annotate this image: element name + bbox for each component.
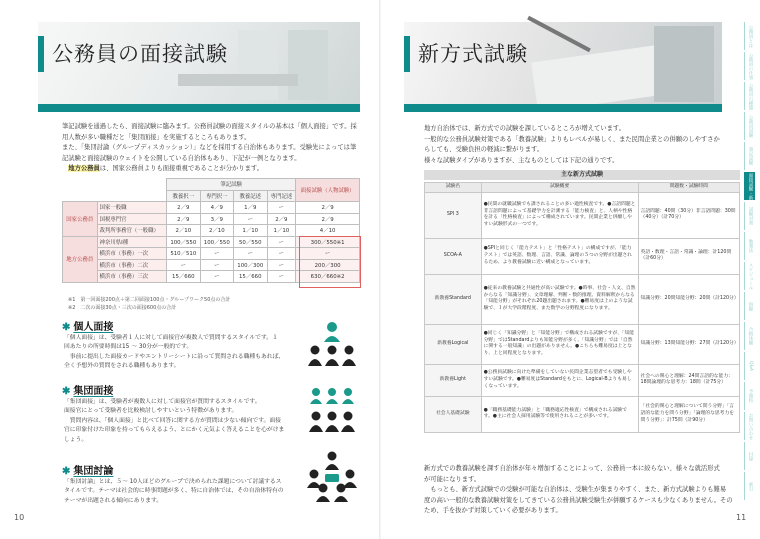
cell: ー bbox=[267, 248, 296, 260]
cell: 50／550 bbox=[234, 236, 267, 248]
side-tab[interactable]: 勉強法 bbox=[744, 232, 755, 260]
cell: 3／9 bbox=[200, 213, 233, 225]
text-line: 度の高い一般的な教養試験対策をしてきている公務員試験受験生が併願するケースも少なくありません。その bbox=[424, 496, 733, 504]
office-table-decor bbox=[178, 74, 298, 86]
exam-note: 知識分野：20問知能分野：20問（計120分） bbox=[638, 274, 739, 324]
text-line: 質問内容は、「個人面接」と比べて回答に関する方が質問は少ない傾向です。面接 bbox=[64, 417, 281, 424]
text-line: 面接官にとって受験者を比較検討しやすいという特徴があります。 bbox=[64, 408, 238, 415]
cell: 100／300 bbox=[234, 259, 267, 271]
col-header: 専門記述 bbox=[267, 190, 296, 202]
exam-note: 言語問題：40問（30分）非言語問題：30問（40分）（計70分） bbox=[638, 192, 739, 238]
section-text-group bbox=[64, 398, 302, 445]
interview-header: 面接試験（人物試験） bbox=[296, 179, 360, 202]
cell: ー bbox=[200, 271, 233, 283]
side-tab[interactable]: 公務員の仕事 bbox=[744, 52, 755, 80]
asterisk-icon: ✱ bbox=[62, 466, 71, 477]
text-line: ため、手を抜かず対策していく必要があります。 bbox=[424, 507, 562, 514]
right-header bbox=[404, 22, 722, 112]
section-title-discussion: ✱ 集団討論 bbox=[62, 466, 114, 477]
page-number-right: 11 bbox=[736, 513, 747, 522]
cell: 1／9 bbox=[234, 202, 267, 214]
table-notes bbox=[68, 296, 230, 312]
intro-line: らしても、受験負担の軽減に繋がります。 bbox=[424, 146, 544, 153]
cell: 2／9 bbox=[296, 213, 360, 225]
shirt-decor bbox=[654, 26, 714, 102]
right-outro bbox=[424, 464, 740, 517]
side-tab[interactable]: 公務員とは bbox=[744, 22, 755, 50]
text-line: もっとも、新方式試験での受験が可能な自治体は、受験生が集まりやすく、また、新方式試験よりも難易 bbox=[424, 486, 727, 493]
note-line: ※1 第一回面接200点＋第二回面接100点・グループワーク50点の合計 bbox=[68, 297, 231, 303]
exam-desc: ●公務員試験に向けた準備をしていない民間企業志望者でも受験しやすい試験です。●難易度はStandardをもとに、Logical-Bよりも易しくなっています。 bbox=[481, 364, 638, 396]
exam-desc: ●同じく「知識分野」と「知能分野」で構成される試験ですが、「知能分野」ではStandardよりも知能分野が多く、「知識分野」では「自然に関する一般知識」の出題がありません。●こちらも難易度は上となり、上と同程度となります。 bbox=[481, 324, 638, 364]
side-tab[interactable]: スケジュール bbox=[744, 262, 755, 290]
cell: 15／660 bbox=[234, 271, 267, 283]
intro-line bbox=[62, 164, 362, 175]
col-header: 試験概要 bbox=[481, 183, 638, 193]
text-line: 「集団討論」とは、５〜 10人ほどのグループで決められた課題について討議するス bbox=[64, 479, 282, 485]
exam-desc: ●民間の就職試験でも課されることの多い適性検査です。●言語問題と非言語問題によって基礎学力を計測する「能力検査」と、人柄や性格を計る「性格検査」によって構成されています。民間企業と併願しやすい試験形式の一つです。 bbox=[481, 192, 638, 238]
cell: 4／10 bbox=[296, 225, 360, 237]
cell: 2／9 bbox=[267, 213, 296, 225]
exam-note: 社会への関心と理解：24問言語的な能力：18問論理的な思考力：18問（計75分） bbox=[638, 364, 739, 396]
cell: ー bbox=[267, 259, 296, 271]
exam-name: SCOA-A bbox=[425, 238, 482, 274]
page-title: 公務員の面接試験 bbox=[52, 42, 228, 66]
left-header bbox=[38, 22, 360, 112]
row-label: 国税専門官 bbox=[97, 213, 167, 225]
section-text-discussion bbox=[64, 478, 302, 506]
header-accent-bar bbox=[38, 36, 44, 72]
text-line: しょう。 bbox=[64, 436, 88, 443]
intro-line: 記試験と面接試験のウェイトを公開している自治体もあり、下記が一例となります。 bbox=[62, 154, 301, 162]
table-row bbox=[425, 364, 740, 396]
cell: 2／9 bbox=[167, 213, 200, 225]
side-tab[interactable]: 付録 bbox=[744, 442, 755, 470]
page-number-left: 10 bbox=[14, 513, 25, 522]
section-title-individual: ✱ 個人面接 bbox=[62, 322, 114, 333]
text-line: 官に印象付けた印象を持ってもらえるよう、とにかく元気よく答えることを心がけま bbox=[64, 427, 285, 434]
group-label: 地方公務員 bbox=[63, 236, 98, 282]
pen-decor bbox=[527, 16, 591, 52]
table-row bbox=[63, 225, 360, 237]
cell: 2／9 bbox=[296, 202, 360, 214]
written-exam-header: 筆記試験 bbox=[167, 179, 296, 191]
section-title-group: ✱ 集団面接 bbox=[62, 386, 114, 397]
cell: 2／10 bbox=[167, 225, 200, 237]
right-intro bbox=[424, 124, 740, 166]
cell: ー bbox=[234, 213, 267, 225]
row-label: 国家一般職 bbox=[97, 202, 167, 214]
text-line: タイルです。テーマは社会的に時事問題が多く、特に自治体では、その自治体特有の bbox=[64, 488, 284, 495]
row-label: 裁判所事務官（一般職） bbox=[97, 225, 167, 237]
table-row bbox=[425, 192, 740, 238]
cell: 1／10 bbox=[267, 225, 296, 237]
text-line: 「集団面接」は、受験者が複数人に対して面接官が質問するスタイルです。 bbox=[64, 399, 261, 405]
side-tab[interactable]: 合格体験 bbox=[744, 322, 755, 350]
intro-line: 地方自治体では、新方式での試験を課しているところが増えています。 bbox=[424, 125, 625, 132]
row-label: 横浜市（事務）二次 bbox=[97, 259, 167, 271]
row-label: 神奈川県Ⅰ種 bbox=[97, 236, 167, 248]
exam-name: SPI 3 bbox=[425, 192, 482, 238]
cell: ー bbox=[167, 259, 200, 271]
cell: 2／10 bbox=[200, 225, 233, 237]
individual-interview-icon bbox=[306, 320, 358, 368]
note-line: ※2 二次の面接30点・三次の面接600点の合計 bbox=[68, 305, 177, 311]
discussion-icon bbox=[306, 450, 358, 502]
exam-desc: ●従来の教養試験と共通性が高い試験です。●時事、社会・人文、自然からなる「知識分野」、文章理解、判断・数的推理、資料解釈からなる「知能分野」がそれぞれ20題出題されます。●難易度は上のような試験で、１が大学段階程度、また数学の分野程度になります。 bbox=[481, 274, 638, 324]
cell: 630／660※2 bbox=[296, 271, 360, 283]
text-line: 新方式での教養試験を課す自治体が年々増加することによって、公務員一本に絞らない、様々な就活形式 bbox=[424, 465, 720, 472]
table-row bbox=[63, 202, 360, 214]
side-tab[interactable]: 索引 bbox=[744, 472, 755, 500]
side-tab[interactable]: 公務員の種類 bbox=[744, 82, 755, 110]
side-tab[interactable]: 筆記試験 bbox=[744, 142, 755, 170]
header-band bbox=[404, 104, 722, 112]
exam-note: 知識分野：13問知能分野：27問（計120分） bbox=[638, 324, 739, 364]
intro-line: 様々な試験タイプがありますが、主なものとしては下記の通りです。 bbox=[424, 156, 619, 164]
right-page bbox=[380, 0, 760, 539]
left-intro bbox=[62, 122, 362, 175]
exam-name: 新教養Logical bbox=[425, 324, 482, 364]
side-tab[interactable]: お問い合わせ bbox=[744, 412, 755, 440]
side-tab[interactable]: 併願 bbox=[744, 292, 755, 320]
text-line: が可能になります。 bbox=[424, 475, 481, 483]
side-tab-active[interactable]: 面接試験・新方式 bbox=[738, 172, 753, 200]
text-line: 「個人面接」は、受験者１人に対して面接官が複数人で質問するスタイルです。１ bbox=[64, 335, 278, 341]
header-band bbox=[38, 104, 360, 112]
cell: 4／9 bbox=[200, 202, 233, 214]
exam-desc: ●SPIと同じく「能力テスト」と「性格テスト」の構成ですが、「能力テスト」では英語、数理、言語、常識、論理の５つの分野が出題されるため、より教養試験に近い構成となっています。 bbox=[481, 238, 638, 274]
text-line: テーマが出題される傾向にあります。 bbox=[64, 497, 163, 504]
col-header: 教養記述 bbox=[234, 190, 267, 202]
cell: 510／510 bbox=[167, 248, 200, 260]
col-header: 試験名 bbox=[425, 183, 482, 193]
new-exam-table bbox=[424, 182, 740, 433]
intro-line: 一般的な公務員試験対策である「教養試験」よりもレベルが易しく、また民間企業との併願のしやすさか bbox=[424, 135, 720, 143]
cell: 15／660 bbox=[167, 271, 200, 283]
side-tab[interactable]: 予備校 bbox=[744, 382, 755, 410]
side-tab[interactable]: 公務員試験 bbox=[744, 112, 755, 140]
cell: ー bbox=[267, 236, 296, 248]
cell: 300／550※1 bbox=[296, 236, 360, 248]
col-header: 専門択一 bbox=[200, 190, 233, 202]
row-label: 横浜市（事務）三次 bbox=[97, 271, 167, 283]
intro-tail: は、国家公務員よりも面接重視であることが分かります。 bbox=[99, 165, 263, 172]
text-line: 全く予想外の質問をされる職種もあります。 bbox=[64, 363, 180, 370]
new-exam-table-title: 主な新方式試験 bbox=[424, 170, 740, 180]
exam-note: 「社会的関心と理解について問う分野」「言語的な能力を問う分野」「論理的な思考力を問う分野」：計75問（計90分） bbox=[638, 396, 739, 432]
exam-note: 英語・数理・言語・常識・論理：計120問（計60分） bbox=[638, 238, 739, 274]
table-row bbox=[425, 274, 740, 324]
exam-name: 新教養Standard bbox=[425, 274, 482, 324]
cell: ー bbox=[267, 271, 296, 283]
row-label: 横浜市（事務）一次 bbox=[97, 248, 167, 260]
col-header: 問題数・試験時間 bbox=[638, 183, 739, 193]
side-tab[interactable]: Q&A bbox=[744, 352, 755, 380]
intro-line: 用人数が多い職種だと「集団面接」を実施するところもあります。 bbox=[62, 133, 251, 141]
cell: 100／550 bbox=[200, 236, 233, 248]
section-text-individual bbox=[64, 334, 302, 372]
cell: ー bbox=[200, 259, 233, 271]
table-corner bbox=[63, 179, 167, 202]
group-label: 国家公務員 bbox=[63, 202, 98, 237]
col-header: 教養択一 bbox=[167, 190, 200, 202]
exam-name: 新教養Light bbox=[425, 364, 482, 396]
text-line: 回あたりの所要時間は15 〜 30分が一般的です。 bbox=[64, 344, 193, 351]
exam-desc: ●「職務基礎能力試験」と「職務適応性検査」で構成される試験です。●主に社会人採用試験等で使用されることが多いです。 bbox=[481, 396, 638, 432]
intro-bold: 地方公務員 bbox=[68, 165, 100, 172]
office-window-decor bbox=[288, 30, 328, 100]
table-row bbox=[425, 324, 740, 364]
page-title: 新方式試験 bbox=[418, 42, 528, 66]
text-line: 事前に提出した面接カードやエントリーシートに沿って質問される職種もあれば、 bbox=[64, 353, 285, 360]
intro-line: また、「集団討論（グループディスカッション）」などを採用する自治体もあります。受験先によっては筆 bbox=[62, 144, 357, 151]
cell: ー bbox=[296, 248, 360, 260]
chapter-side-tabs bbox=[738, 22, 756, 502]
cell: 2／9 bbox=[167, 202, 200, 214]
intro-line: 筆記試験を通過したら、面接試験に臨みます。公務員試験の面接スタイルの基本は「個人面接」です。採 bbox=[62, 123, 357, 130]
table-row bbox=[425, 238, 740, 274]
exam-name: 社会人基礎試験 bbox=[425, 396, 482, 432]
table-row bbox=[425, 396, 740, 432]
cell: ー bbox=[234, 248, 267, 260]
table-row bbox=[63, 213, 360, 225]
cell: 200／300 bbox=[296, 259, 360, 271]
header-accent-bar bbox=[404, 36, 410, 72]
side-tab[interactable]: 試験対策 bbox=[744, 202, 755, 230]
asterisk-icon: ✱ bbox=[62, 322, 71, 333]
asterisk-icon: ✱ bbox=[62, 386, 71, 397]
interview-highlight-box bbox=[299, 236, 361, 288]
cell: ー bbox=[200, 248, 233, 260]
office-window-decor bbox=[238, 30, 278, 100]
cell: ー bbox=[267, 202, 296, 214]
cell: 100／550 bbox=[167, 236, 200, 248]
cell: 1／10 bbox=[234, 225, 267, 237]
group-interview-icon bbox=[306, 386, 358, 434]
